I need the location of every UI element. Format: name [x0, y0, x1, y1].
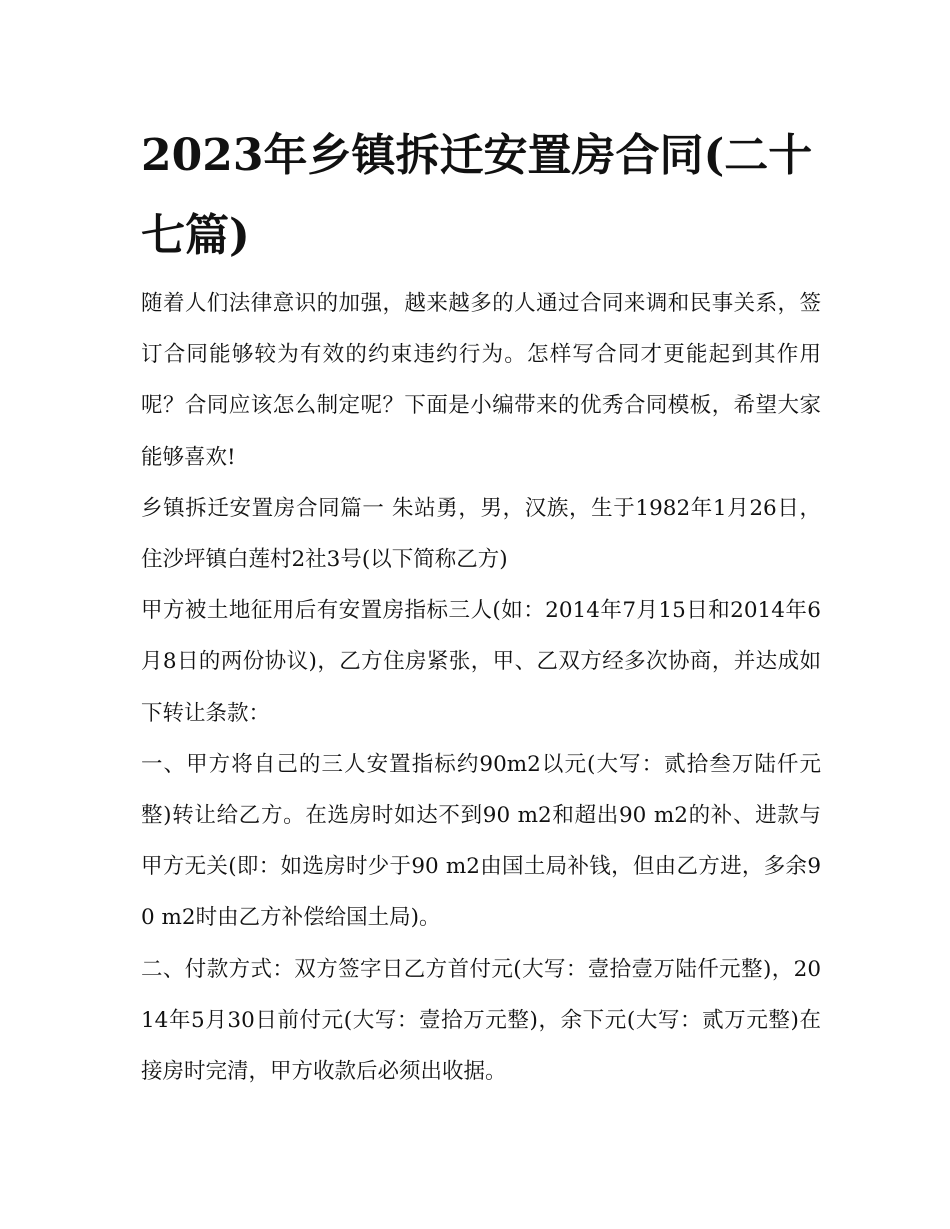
contract-party-paragraph: 乡镇拆迁安置房合同篇一 朱站勇，男，汉族，生于1982年1月26日，住沙坪镇白莲村2社3号(以下简称乙方) [141, 495, 821, 573]
document-body [141, 278, 821, 1097]
background-paragraph: 甲方被土地征用后有安置房指标三人(如：2014年7月15日和2014年6月8日的两份协议)，乙方住房紧张，甲、乙双方经多次协商，并达成如下转让条款： [141, 598, 821, 726]
clause-two-paragraph: 二、付款方式：双方签字日乙方首付元(大写：壹拾壹万陆仟元整)，2014年5月30日前付元(大写：壹拾万元整)，余下元(大写：贰万元整)在接房时完清，甲方收款后必须出收据。 [141, 956, 821, 1085]
document-title: 2023年乡镇拆迁安置房合同(二十七篇) [141, 130, 813, 261]
clause-one-paragraph: 一、甲方将自己的三人安置指标约90m2以元(大写：贰拾叁万陆仟元整)转让给乙方。在选房时如达不到90 m2和超出90 m2的补、进款与甲方无关(即：如选房时少于90 m2由国土局补钱，但由乙方进，多余90 m2时由乙方补偿给国土局)。 [141, 751, 821, 931]
intro-paragraph: 随着人们法律意识的加强，越来越多的人通过合同来调和民事关系，签订合同能够较为有效的约束违约行为。怎样写合同才更能起到其作用呢？合同应该怎么制定呢？下面是小编带来的优秀合同模板，希望大家能够喜欢! [141, 291, 821, 470]
